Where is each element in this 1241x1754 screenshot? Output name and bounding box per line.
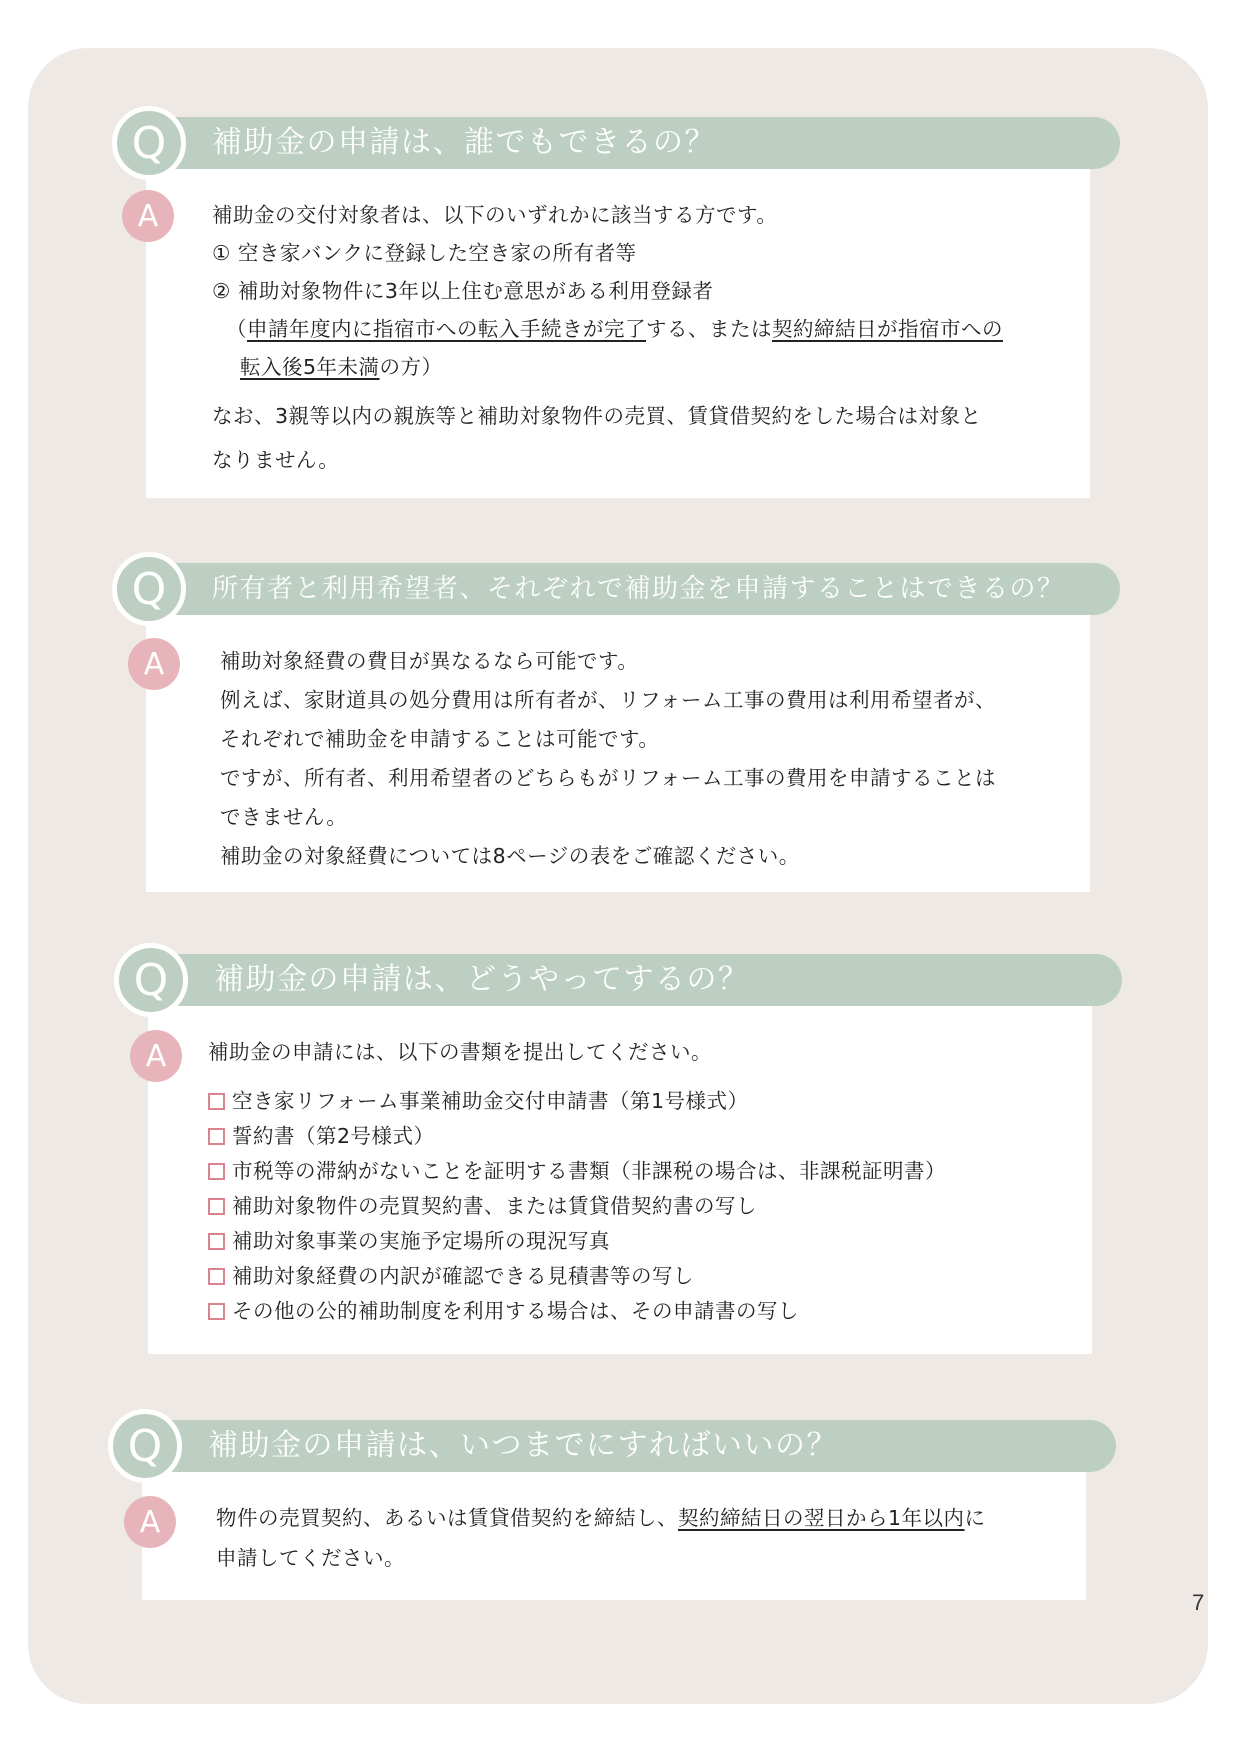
- checkbox-icon: [208, 1268, 225, 1285]
- checklist-item: 空き家リフォーム事業補助金交付申請書（第1号様式）: [208, 1084, 946, 1119]
- checkbox-icon: [208, 1233, 225, 1250]
- checkbox-icon: [208, 1303, 225, 1320]
- answer-1-line: ② 補助対象物件に3年以上住む意思がある利用登録者: [212, 279, 714, 303]
- checklist-item: 市税等の滞納がないことを証明する書類（非課税の場合は、非課税証明書）: [208, 1154, 946, 1189]
- answer-1-line: （申請年度内に指宿市への転入手続きが完了する、または契約締結日が指宿市への: [226, 317, 1003, 341]
- answer-1-line: 補助金の交付対象者は、以下のいずれかに該当する方です。: [212, 203, 778, 227]
- checklist-item: 誓約書（第2号様式）: [208, 1119, 946, 1154]
- question-bar-3: [164, 954, 1122, 1006]
- answer-4-line: 物件の売買契約、あるいは賃貸借契約を締結し、契約締結日の翌日から1年以内に: [216, 1506, 986, 1530]
- a-icon-2: A: [128, 638, 180, 690]
- q-icon-1: Q: [112, 106, 186, 180]
- checklist-item: 補助対象事業の実施予定場所の現況写真: [208, 1224, 946, 1259]
- underlined-text: 転入後5年未満: [240, 355, 380, 379]
- checkbox-icon: [208, 1163, 225, 1180]
- a-icon-3: A: [130, 1030, 182, 1082]
- question-text-2: 所有者と利用希望者、それぞれで補助金を申請することはできるの？: [212, 574, 1065, 604]
- checklist-item: 補助対象経費の内訳が確認できる見積書等の写し: [208, 1259, 946, 1294]
- question-text-3: 補助金の申請は、どうやってするの？: [214, 962, 750, 997]
- answer-2-line: それぞれで補助金を申請することは可能です。: [220, 727, 660, 751]
- checkbox-icon: [208, 1198, 225, 1215]
- question-text-4: 補助金の申請は、いつまでにすればいいの？: [208, 1428, 838, 1463]
- checklist-item: その他の公的補助制度を利用する場合は、その申請書の写し: [208, 1294, 946, 1329]
- answer-2-line: できません。: [220, 805, 348, 829]
- a-icon-4: A: [124, 1496, 176, 1548]
- checkbox-icon: [208, 1093, 225, 1110]
- answer-2-line: 補助対象経費の費目が異なるなら可能です。: [220, 649, 639, 673]
- answer-text-4: [216, 1498, 986, 1578]
- underlined-text: 契約締結日の翌日から1年以内: [678, 1506, 965, 1530]
- question-bar-2: [162, 563, 1120, 615]
- answer-text-3: [208, 1034, 946, 1329]
- checkbox-icon: [208, 1128, 225, 1145]
- a-icon-1: A: [122, 190, 174, 242]
- underlined-text: 申請年度内に指宿市への転入手続きが完了: [247, 317, 646, 341]
- answer-1-line: なりません。: [212, 448, 340, 472]
- q-icon-2: Q: [112, 552, 186, 626]
- question-text-1: 補助金の申請は、誰でもできるの？: [212, 125, 716, 160]
- question-bar-1: [162, 117, 1120, 169]
- page-number: 7: [1192, 1590, 1205, 1615]
- underlined-text: 契約締結日が指宿市への: [772, 317, 1003, 341]
- answer-2-line: 補助金の対象経費については8ページの表をご確認ください。: [220, 844, 800, 868]
- answer-text-2: [220, 642, 996, 876]
- answer-2-line: ですが、所有者、利用希望者のどちらもがリフォーム工事の費用を申請することは: [220, 766, 996, 790]
- q-icon-3: Q: [114, 943, 188, 1017]
- checklist-item: 補助対象物件の売買契約書、または賃貸借契約書の写し: [208, 1189, 946, 1224]
- question-bar-4: [158, 1420, 1116, 1472]
- answer-text-1: [212, 196, 1003, 482]
- answer-4-line: 申請してください。: [216, 1546, 405, 1570]
- answer-1-line: ① 空き家バンクに登録した空き家の所有者等: [212, 241, 637, 265]
- answer-2-line: 例えば、家財道具の処分費用は所有者が、リフォーム工事の費用は利用希望者が、: [220, 688, 996, 712]
- answer-1-line: なお、3親等以内の親族等と補助対象物件の売買、賃貸借契約をした場合は対象と: [212, 404, 982, 428]
- answer-1-line: 転入後5年未満の方）: [240, 355, 443, 379]
- answer-3-intro: 補助金の申請には、以下の書類を提出してください。: [208, 1040, 712, 1064]
- q-icon-4: Q: [108, 1409, 182, 1483]
